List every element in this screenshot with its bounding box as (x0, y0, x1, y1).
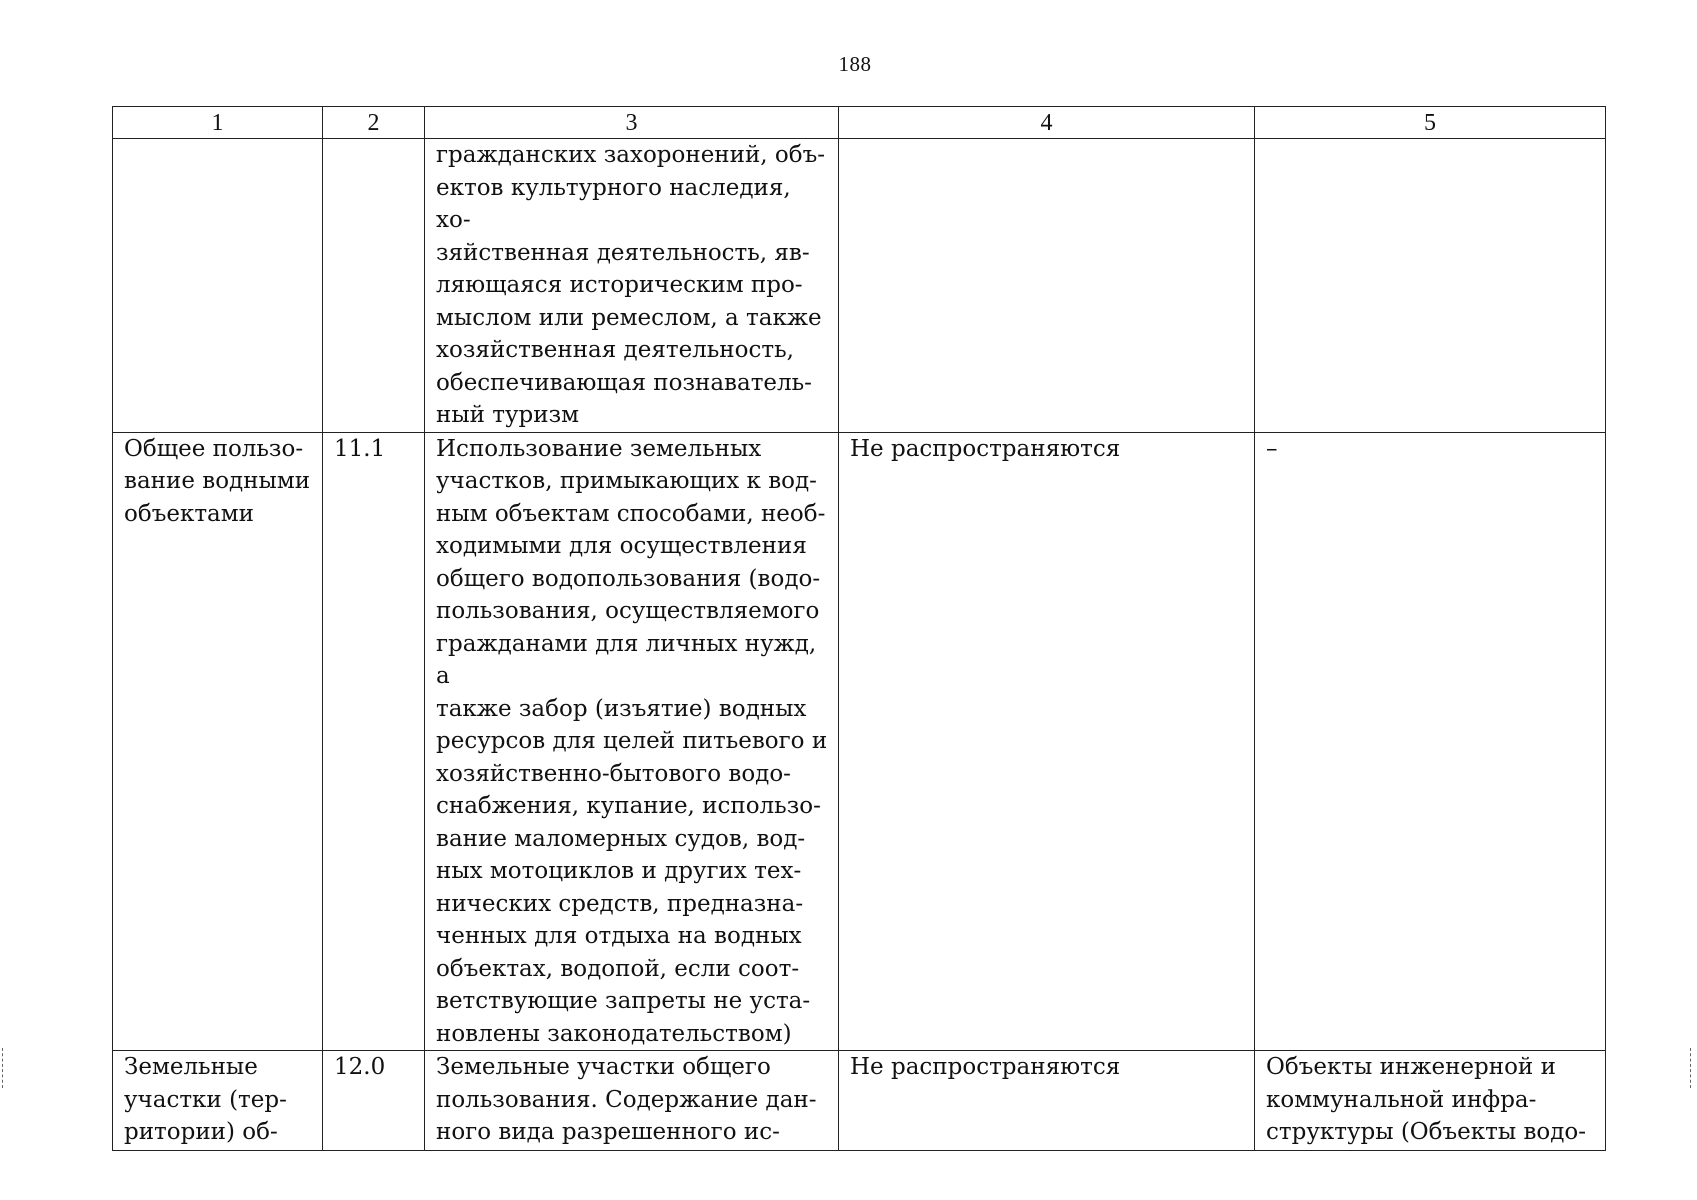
scan-edge-mark-left (2, 1048, 6, 1088)
cell-use-code: 12.0 (323, 1051, 425, 1151)
cell-col-5: Объекты инженерной и коммунальной инфра- структуры (Объекты водо- (1255, 1051, 1606, 1151)
header-col-1: 1 (113, 107, 323, 139)
cell-use-description: гражданских захоронений, объ- ектов культурного наследия, хо- зяйственная деятельность, яв- ляющаяся историческим про- мыслом или ремеслом, а также хозяйственная деятельность, обеспечивающая познаватель- ный туризм (425, 139, 839, 433)
cell-use-name (113, 139, 323, 433)
regulations-table (112, 106, 1606, 1151)
cell-use-description: Использование земельных участков, примыкающих к вод- ным объектам способами, необ- ходимыми для осуществления общего водопользования (водо- пользования, осуществляемого гражданами для личных нужд, а также забор (изъятие) водных ресурсов для целей питьевого и хозяйственно-бытового водо- снабжения, купание, использо- вание маломерных судов, вод- ных мотоциклов и других тех- нических средств, предназна- ченных для отдыха на водных объектах, водопой, если соот- ветствующие запреты не уста- новлены законодательством) (425, 432, 839, 1051)
header-col-2: 2 (323, 107, 425, 139)
page-number: 188 (838, 52, 872, 76)
header-col-5: 5 (1255, 107, 1606, 139)
cell-col-4: Не распространяются (839, 1051, 1255, 1151)
cell-col-5 (1255, 139, 1606, 433)
cell-use-name: Земельные участки (тер- ритории) об- (113, 1051, 323, 1151)
header-col-3: 3 (425, 107, 839, 139)
table-row (113, 432, 1606, 1051)
cell-use-code (323, 139, 425, 433)
table-row (113, 1051, 1606, 1151)
table-row (113, 139, 1606, 433)
cell-col-5: – (1255, 432, 1606, 1051)
cell-use-code: 11.1 (323, 432, 425, 1051)
cell-col-4: Не распространяются (839, 432, 1255, 1051)
cell-use-description: Земельные участки общего пользования. Содержание дан- ного вида разрешенного ис- (425, 1051, 839, 1151)
cell-use-name: Общее пользо- вание водными объектами (113, 432, 323, 1051)
header-col-4: 4 (839, 107, 1255, 139)
cell-col-4 (839, 139, 1255, 433)
table-header-row (113, 107, 1606, 139)
scan-edge-mark-right (1690, 1048, 1694, 1088)
